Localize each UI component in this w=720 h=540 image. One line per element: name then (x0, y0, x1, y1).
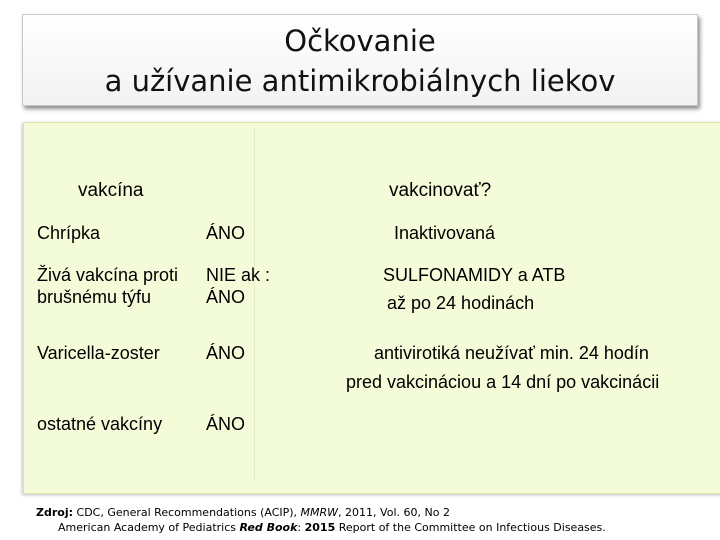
row2-answer: NIE ak : ÁNO (206, 265, 271, 307)
source-label: Zdroj: (36, 506, 74, 519)
row3-answer: ÁNO (206, 343, 246, 363)
header-vaccine: vakcína (78, 180, 144, 201)
row1-vaccine: Chrípka (37, 223, 101, 243)
page-title-line2: a užívanie antimikrobiálnych liekov (104, 64, 616, 98)
source-line2-book: Red Book (239, 521, 298, 534)
source-line2-c: : (297, 521, 305, 534)
row2-note-line2: až po 24 hodinách (387, 293, 535, 313)
row3-vaccine: Varicella-zoster (37, 343, 160, 363)
row2-note-line1: SULFONAMIDY a ATB (383, 265, 566, 285)
content-panel (23, 122, 720, 494)
source-line2-a: American Academy of Pediatrics (58, 521, 240, 534)
row2-vaccine: Živá vakcína proti brušnému týfu (37, 265, 179, 307)
title-box (22, 14, 698, 106)
row4-answer: ÁNO (206, 414, 246, 434)
row1-answer: ÁNO (206, 223, 246, 243)
row1-note: Inaktivovaná (394, 223, 496, 243)
row3-note-line2: pred vakcináciou a 14 dní po vakcinácii (346, 372, 660, 392)
source-line1-a: CDC, General Recommendations (ACIP), (73, 506, 301, 519)
row4-vaccine: ostatné vakcíny (37, 414, 163, 434)
row3-note-line1: antivirotiká neužívať min. 24 hodín (374, 343, 649, 363)
source-line2-year: 2015 (304, 521, 336, 534)
header-vaccinate: vakcinovať? (389, 180, 492, 201)
source-citation (36, 505, 716, 535)
page-title-line1: Očkovanie (284, 24, 436, 58)
source-line1-journal: MMRW (300, 506, 339, 519)
source-line1-c: , 2011, Vol. 60, No 2 (338, 506, 450, 519)
source-line2-e: Report of the Committee on Infectious Diseases. (335, 521, 606, 534)
